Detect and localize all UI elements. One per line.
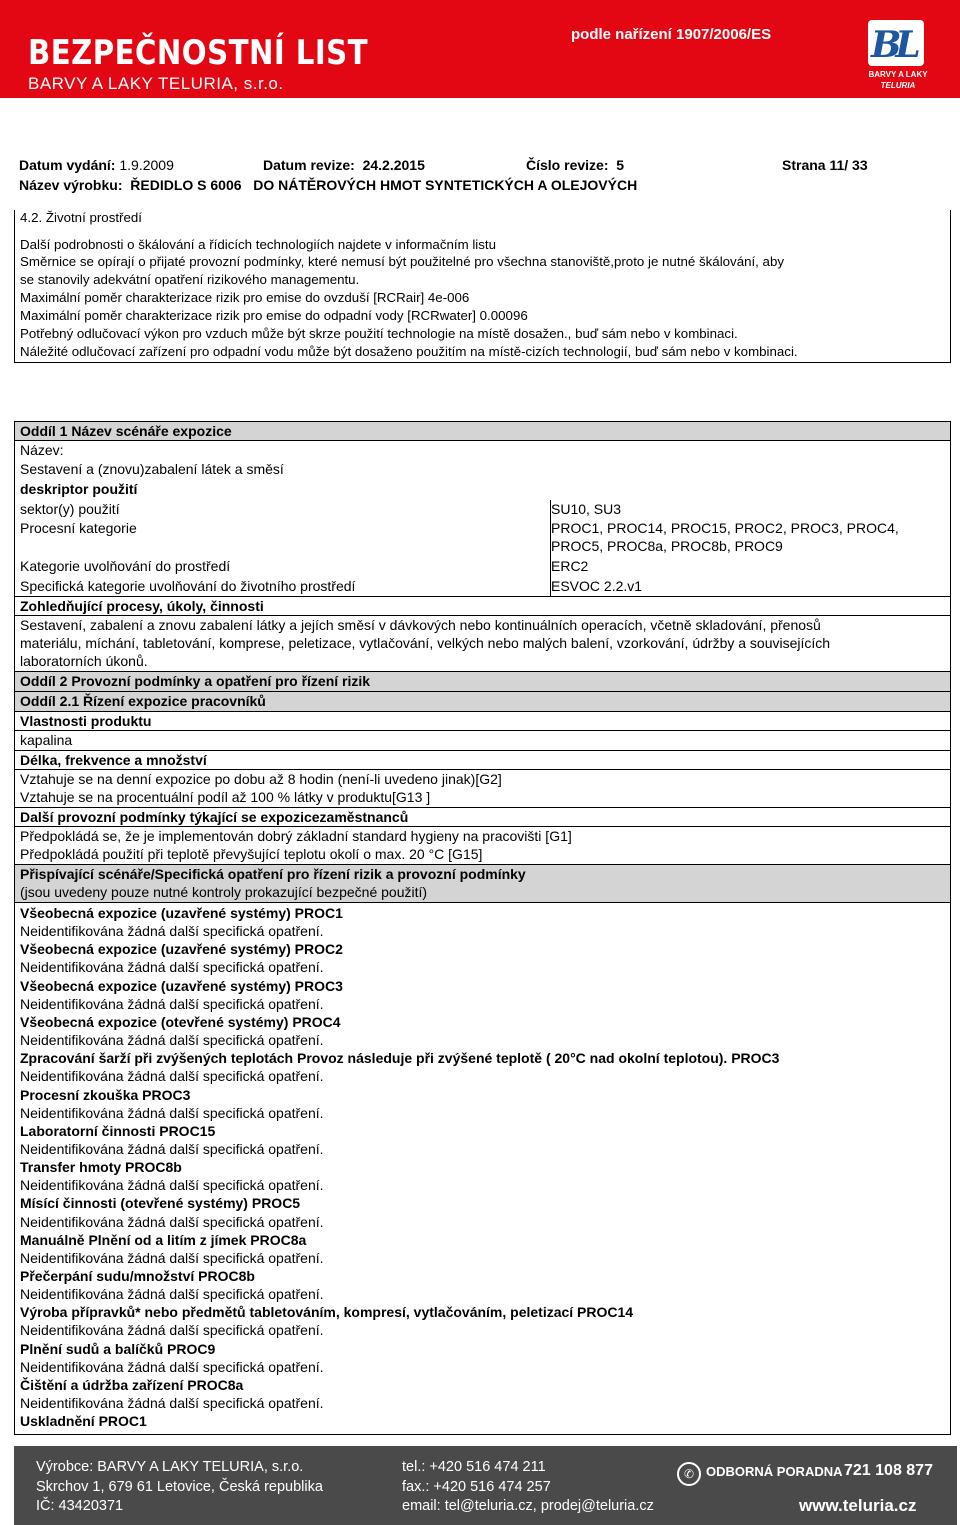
spec-label: Specifická kategorie uvolňování do životního prostředí: [20, 578, 356, 594]
product-props-row: [15, 711, 950, 730]
name-value-row: [15, 460, 950, 479]
spec-value: ESVOC 2.2.v1: [551, 578, 643, 594]
duration-value: Vztahuje se na denní expozice po dobu až 8 hodin (není-li uvedeno jinak)[G2]: [20, 771, 502, 787]
exposure-scenario-table: [14, 421, 951, 1435]
processes-text: Sestavení, zabalení a znovu zabalení látky a jejích směsí v dávkových nebo kontinuálních operacích, včetně skladování, přenosů: [20, 617, 821, 633]
duration-value: Vztahuje se na procentuální podíl až 100 % látky v produktu[G13 ]: [20, 789, 431, 805]
section1-title: Oddíl 1 Název scénáře expozice: [20, 423, 232, 439]
phone-icon: ✆: [677, 1462, 701, 1486]
other-conditions-label: Další provozní podmínky týkající se expozicezaměstnanců: [20, 809, 409, 825]
column-divider: [550, 500, 551, 596]
issue-date: Datum vydání: 1.9.2009: [19, 157, 174, 173]
contributing-note: (jsou uvedeny pouze nutné kontroly prokazující bezpečné použití): [20, 884, 428, 900]
header-banner: [0, 0, 960, 98]
scenario-title: Všeobecná expozice (uzavřené systémy) PROC1: [20, 905, 343, 921]
scenario-title: Všeobecná expozice (uzavřené systémy) PROC3: [20, 977, 343, 994]
footer-advice: ODBORNÁ PORADNA: [706, 1464, 843, 1479]
footer: [14, 1446, 957, 1525]
scenario-measure: Neidentifikována žádná další specifická opatření.: [20, 1213, 324, 1230]
footer-address: Skrchov 1, 679 61 Letovice, Česká republika: [36, 1479, 323, 1495]
section21-title-row: [15, 691, 950, 711]
regulation-label: podle nařízení 1907/2006/ES: [571, 26, 772, 43]
scenario-measure: Neidentifikována žádná další specifická opatření.: [20, 1395, 324, 1412]
contributing-row: [15, 864, 950, 902]
scenario-title: Zpracování šarží při zvýšených teplotách Provoz následuje při zvýšené teplotě ( 20°C nad okolní teplotou). PROC3: [20, 1050, 780, 1067]
scenario-title: Laboratorní činnosti PROC15: [20, 1122, 216, 1139]
name-label: Název:: [20, 442, 64, 458]
other-conditions-values-row: [15, 826, 950, 864]
page-number: Strana 11/ 33: [782, 157, 868, 173]
logo-line2: TELURIA: [880, 81, 916, 90]
scenario-title: Čištění a údržba zařízení PROC8a: [20, 1376, 244, 1393]
environment-line: Potřebný odlučovací výkon pro vzduch může být skrze použití technologie na místě dosažen., buď sám nebo v kombinaci.: [20, 326, 738, 341]
other-conditions-value: Předpokládá použití při teplotě převyšující teplotu okolí o max. 20 °C [G15]: [20, 846, 483, 862]
scenario-measure: Neidentifikována žádná další specifická opatření.: [20, 1249, 324, 1266]
logo-line1: BARVY A LAKY: [868, 70, 928, 79]
section21-title: Oddíl 2.1 Řízení expozice pracovníků: [20, 693, 266, 709]
scenario-measure: Neidentifikována žádná další specifická opatření.: [20, 1286, 324, 1303]
scenario-title: Všeobecná expozice (uzavřené systémy) PROC2: [20, 941, 343, 958]
revision-date: Datum revize: 24.2.2015: [263, 157, 425, 173]
erc-value: ERC2: [551, 558, 589, 574]
document-title: BEZPEČNOSTNÍ LIST: [28, 33, 369, 73]
scenario-measure: Neidentifikována žádná další specifická opatření.: [20, 1358, 324, 1375]
section1-title-row: [15, 422, 950, 441]
scenario-title: Uskladnění PROC1: [20, 1413, 147, 1430]
scenario-title: Výroba přípravků* nebo předmětů tabletováním, kompresí, vytlačováním, peletizací PROC14: [20, 1304, 634, 1321]
section2-title: Oddíl 2 Provozní podmínky a opatření pro řízení rizik: [20, 673, 371, 689]
scenario-measure: Neidentifikována žádná další specifická opatření.: [20, 959, 324, 976]
environment-line: Maximální poměr charakterizace rizik pro emise do ovzduší [RCRair] 4e-006: [20, 290, 470, 305]
processes-text: materiálu, míchání, tabletování, komprese, peletizace, vytlačování, velkých nebo malých balení, vzorkování, údržby a souvisejících: [20, 635, 831, 651]
footer-advice-phone: 721 108 877: [844, 1462, 933, 1479]
logo-letters: BL: [871, 24, 915, 66]
scenario-title: Manuálně Plnění od a litím z jímek PROC8a: [20, 1231, 307, 1248]
product-props-value-row: [15, 730, 950, 750]
erc-row: [15, 557, 950, 575]
scenario-measure: Neidentifikována žádná další specifická opatření.: [20, 1032, 324, 1049]
product-name: Název výrobku: ŘEDIDLO S 6006 DO NÁTĚROVÝCH HMOT SYNTETICKÝCH A OLEJOVÝCH: [19, 177, 638, 193]
proc-value: PROC5, PROC8a, PROC8b, PROC9: [551, 538, 783, 554]
scenario-title: Všeobecná expozice (otevřené systémy) PROC4: [20, 1013, 341, 1030]
scenario-measure: Neidentifikována žádná další specifická opatření.: [20, 1068, 324, 1085]
section2-title-row: [15, 671, 950, 691]
duration-row: [15, 750, 950, 769]
sector-label: sektor(y) použití: [20, 501, 120, 517]
scenario-measure: Neidentifikována žádná další specifická opatření.: [20, 1322, 324, 1339]
contributing-label: Přispívající scénáře/Specifická opatření pro řízení rizik a provozní podmínky: [20, 866, 526, 882]
product-props-label: Vlastnosti produktu: [20, 713, 152, 729]
revision-number: Číslo revize: 5: [526, 157, 625, 173]
company-name: BARVY A LAKY TELURIA, s.r.o.: [28, 74, 284, 93]
environment-line: se stanovily adekvátní opatření rizikového managementu.: [20, 272, 360, 287]
scenario-title: Plnění sudů a balíčků PROC9: [20, 1340, 216, 1357]
environment-heading: 4.2. Životní prostředí: [20, 210, 142, 225]
processes-text-row: [15, 615, 950, 672]
footer-maker: Výrobce: BARVY A LAKY TELURIA, s.r.o.: [36, 1459, 304, 1475]
scenario-title: Transfer hmoty PROC8b: [20, 1159, 182, 1176]
environment-section: [14, 210, 951, 363]
scenario-title: Procesní zkouška PROC3: [20, 1086, 191, 1103]
scenario-measure: Neidentifikována žádná další specifická opatření.: [20, 923, 324, 940]
scenario-measure: Neidentifikována žádná další specifická opatření.: [20, 995, 324, 1012]
sector-value: SU10, SU3: [551, 501, 622, 517]
proc-value: PROC1, PROC14, PROC15, PROC2, PROC3, PROC4,: [551, 520, 899, 536]
footer-email: email: tel@teluria.cz, prodej@teluria.cz: [402, 1498, 654, 1514]
footer-fax: fax.: +420 516 474 257: [402, 1479, 551, 1495]
duration-label: Délka, frekvence a množství: [20, 752, 207, 768]
processes-text: laboratorních úkonů.: [20, 653, 148, 669]
environment-line: Náležité odlučovací zařízení pro odpadní vodu může být dosaženo použitím na místě-cizích technologií, buď sám nebo v kombinaci.: [20, 344, 798, 359]
scenario-list: [15, 902, 950, 1435]
duration-values-row: [15, 769, 950, 807]
environment-line: Další podrobnosti o škálování a řídicích technologiích najdete v informačním listu: [20, 237, 496, 252]
erc-label: Kategorie uvolňování do prostředí: [20, 558, 231, 574]
environment-line: Směrnice se opírají o přijaté provozní podmínky, které nemusí být použitelné pro všechna stanoviště,proto je nutné škálování, aby: [20, 254, 784, 269]
environment-line: Maximální poměr charakterizace rizik pro emise do odpadní vody [RCRwater] 0.00096: [20, 308, 528, 323]
footer-tel: tel.: +420 516 474 211: [402, 1459, 546, 1475]
processes-row: [15, 596, 950, 615]
scenario-title: Přečerpání sudu/množství PROC8b: [20, 1268, 255, 1284]
footer-web: www.teluria.cz: [799, 1496, 917, 1515]
proc-label: Procesní kategorie: [20, 520, 137, 536]
other-conditions-value: Předpokládá se, že je implementován dobrý základní standard hygieny na pracovišti [G1]: [20, 828, 572, 844]
name-label-row: [15, 441, 950, 460]
name-value: Sestavení a (znovu)zabalení látek a směsí: [20, 461, 284, 477]
company-logo: [856, 20, 940, 94]
spec-row: [15, 577, 950, 595]
proc-row: [15, 519, 950, 557]
footer-ic: IČ: 43420371: [36, 1498, 124, 1514]
other-conditions-row: [15, 807, 950, 826]
product-props-value: kapalina: [20, 732, 73, 748]
scenario-measure: Neidentifikována žádná další specifická opatření.: [20, 1177, 324, 1194]
scenario-measure: Neidentifikována žádná další specifická opatření.: [20, 1104, 324, 1121]
descriptor-row: [15, 480, 950, 499]
scenario-title: Mísící činnosti (otevřené systémy) PROC5: [20, 1195, 301, 1212]
descriptor-label: deskriptor použití: [20, 481, 138, 497]
scenario-measure: Neidentifikována žádná další specifická opatření.: [20, 1140, 324, 1157]
processes-label: Zohledňující procesy, úkoly, činnosti: [20, 598, 264, 614]
sector-row: [15, 500, 950, 518]
